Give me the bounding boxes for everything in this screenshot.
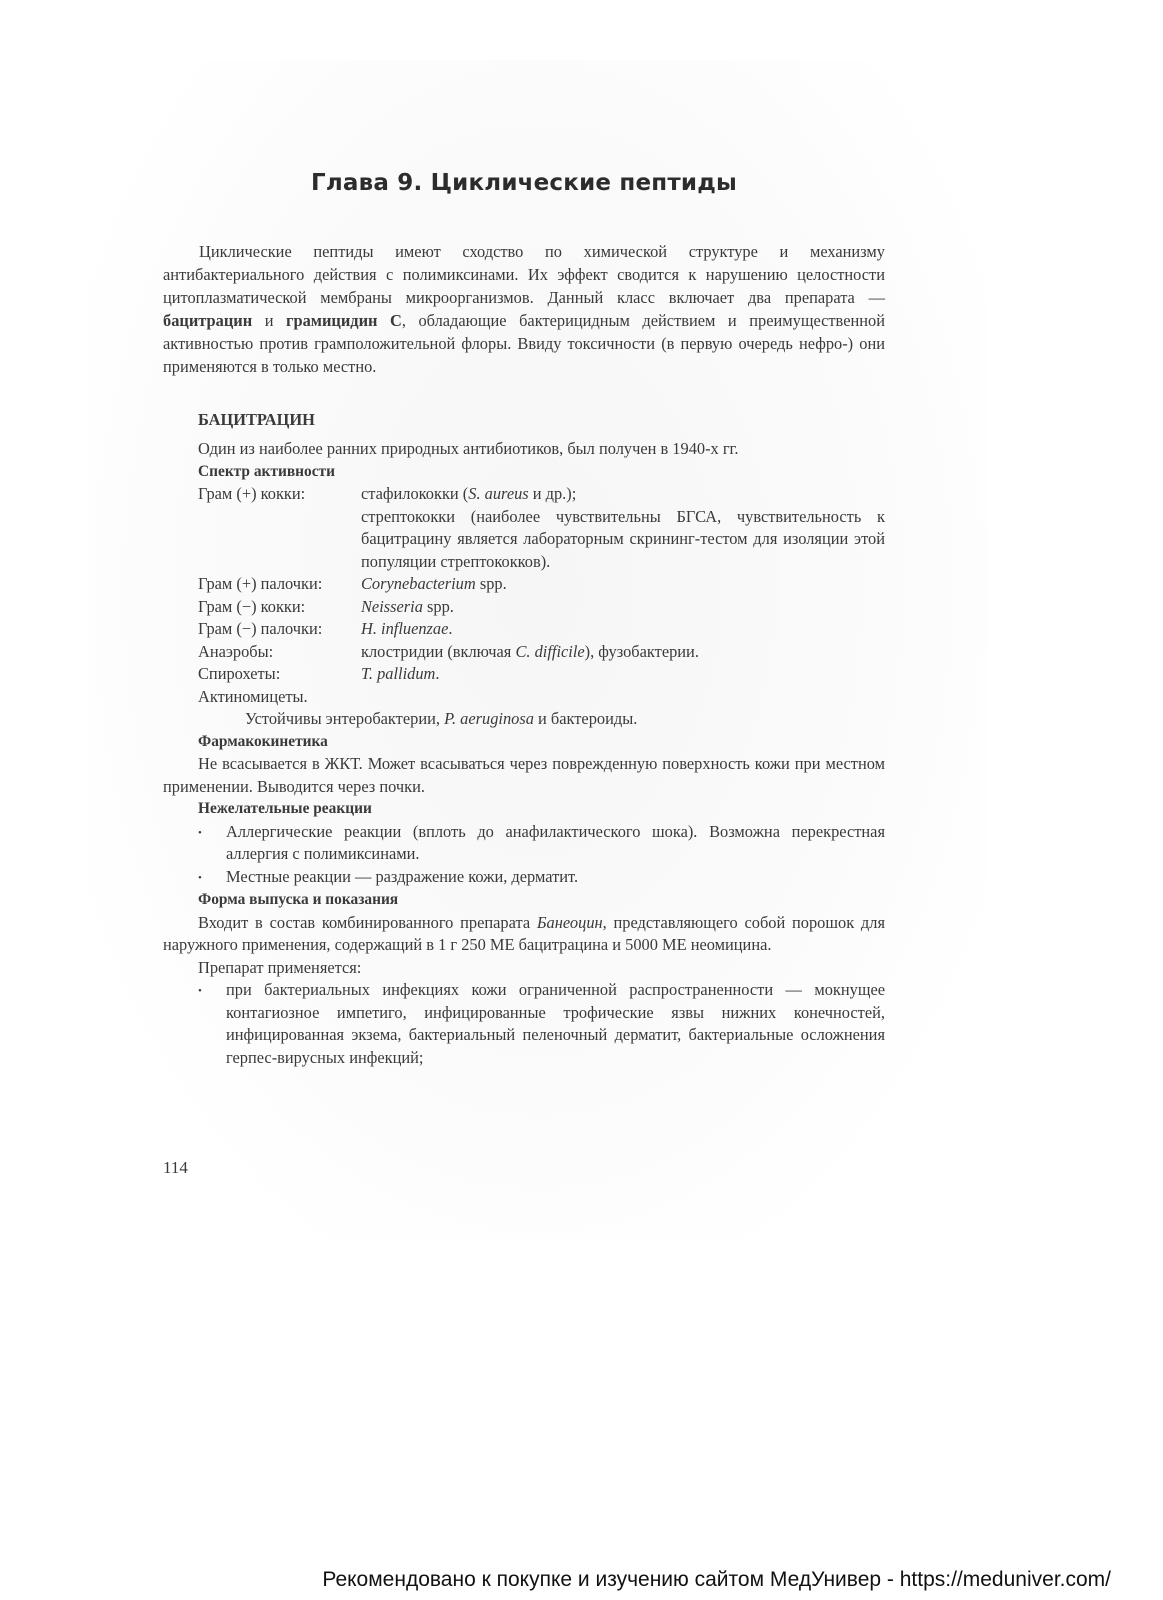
list-item: • Местные реакции — раздражение кожи, дерматит. bbox=[198, 866, 885, 890]
spectrum-row: Грам (+) кокки: стафилококки (S. aureus и др.); bbox=[198, 484, 577, 503]
list-item: • при бактериальных инфекциях кожи ограниченной распространенности — мокнущее контагиозное импетиго, инфицированные трофические язвы нижних конечностей, инфицированная экзема, бактериальный пеленочный дерматит, бактериальные осложнения герпес-вирусных инфекций; bbox=[198, 979, 885, 1069]
pharmacokinetics-heading: Фармакокинетика bbox=[198, 732, 328, 750]
spectrum-heading: Спектр активности bbox=[198, 462, 335, 480]
forms-applied: Препарат применяется: bbox=[198, 957, 362, 977]
spectrum-row: Спирохеты: T. pallidum. bbox=[198, 664, 440, 683]
spectrum-row: Грам (+) палочки: Corynebacterium spp. bbox=[198, 574, 507, 593]
spectrum-row: Грам (−) кокки: Neisseria spp. bbox=[198, 596, 454, 616]
spectrum-row: Актиномицеты. bbox=[198, 686, 308, 706]
drug-bacitracin: бацитрацин bbox=[163, 311, 253, 330]
forms-heading: Форма выпуска и показания bbox=[198, 891, 399, 908]
bullet-icon: • bbox=[198, 826, 202, 839]
intro-paragraph: Циклические пептиды имеют сходство по химической структуре и механизму антибактериального действия с полимиксинами. Их эффект сводится к нарушению целостности цитоплазматической мембраны микроорганизмов. Данный класс включает два препарата — бацитрацин и грамицидин С, обладающие бактерицидным действием и преимущественной активностью против грамположительной флоры. Ввиду токсичности (в первую очередь нефро-) они применяются в только местно. bbox=[163, 242, 885, 376]
bacitracin-body bbox=[163, 438, 885, 1069]
pharmacokinetics-text: Не всасывается в ЖКТ. Может всасываться через поврежденную поверхность кожи при местном применении. Выводится через почки. bbox=[163, 754, 885, 796]
footer-promo[interactable]: Рекомендовано к покупке и изучению сайтом МедУнивер - https://meduniver.com/ bbox=[322, 1568, 1111, 1591]
spectrum-row: стрептококки (наиболее чувствительны БГСА, чувствительность к бацитрацину является лабораторным скрининг-тестом для изоляции этой популяции стрептококков). bbox=[361, 506, 885, 571]
adverse-heading: Нежелательные реакции bbox=[198, 800, 372, 817]
page-number: 114 bbox=[163, 1158, 188, 1177]
spectrum-row: Анаэробы: клостридии (включая C. difficile), фузобактерии. bbox=[198, 641, 699, 661]
spectrum-row: Грам (−) палочки: H. influenzae. bbox=[198, 619, 453, 638]
chapter-title: Глава 9. Циклические пептиды bbox=[310, 170, 738, 196]
drug-gramicidin: грамицидин С bbox=[286, 311, 402, 330]
bullet-icon: • bbox=[198, 871, 202, 884]
bullet-icon: • bbox=[198, 985, 202, 997]
list-item: • Аллергические реакции (вплоть до анафилактического шока). Возможна перекрестная аллергия с полимиксинами. bbox=[198, 821, 885, 866]
section-title: БАЦИТРАЦИН bbox=[198, 410, 315, 429]
forms-text: Входит в состав комбинированного препарата Банеоцин, представляющего собой порошок для наружного применения, содержащий в 1 г 250 МЕ бацитрацина и 5000 МЕ неомицина. bbox=[163, 912, 885, 954]
history-text: Один из наиболее ранних природных антибиотиков, был получен в 1940-х гг. bbox=[198, 439, 739, 458]
resistance-text: Устойчивы энтеробактерии, P. aeruginosa и бактероиды. bbox=[245, 709, 638, 728]
